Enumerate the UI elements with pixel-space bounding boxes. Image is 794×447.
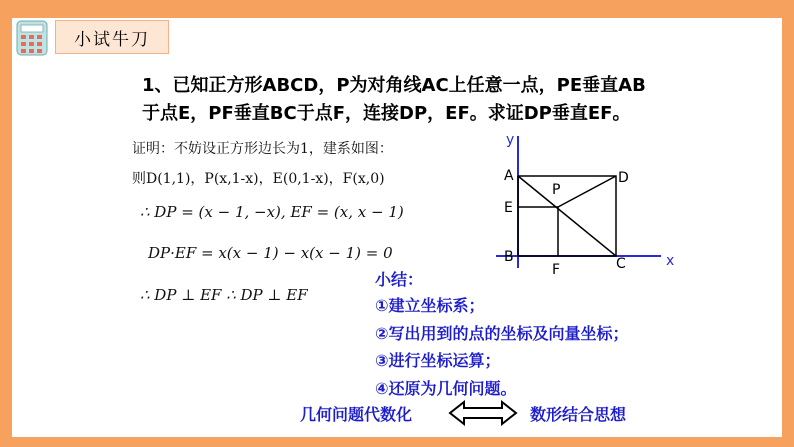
label-y: y	[506, 132, 515, 148]
label-b: B	[504, 249, 514, 265]
proof-equation-1: ∴ DP = (x − 1, −x), EF = (x, x − 1)	[140, 203, 404, 221]
label-e: E	[504, 200, 513, 216]
summary-item-1: ①建立坐标系；	[375, 296, 485, 315]
double-arrow-icon	[448, 400, 518, 426]
frame-left	[0, 0, 12, 447]
summary-item-3: ③进行坐标运算；	[375, 351, 501, 370]
page-title: 小试牛刀	[55, 20, 169, 54]
segment-dp	[558, 176, 616, 207]
label-f: F	[552, 262, 561, 278]
calculator-icon	[16, 20, 48, 56]
label-c: C	[616, 256, 626, 272]
proof-line-2: 则D(1,1)，P(x,1-x)，E(0,1-x)，F(x,0)	[132, 171, 385, 187]
frame-right	[782, 0, 794, 447]
label-d: D	[618, 170, 629, 186]
proof-line-1: 证明：不妨设正方形边长为1，建系如图：	[132, 141, 393, 157]
diagonal-ac	[518, 176, 616, 256]
coordinate-diagram	[496, 128, 686, 278]
summary-item-2: ②写出用到的点的坐标及向量坐标；	[375, 324, 629, 343]
question-text	[142, 72, 702, 128]
question-line-1: 1、已知正方形ABCD，P为对角线AC上任意一点，PE垂直AB	[142, 75, 646, 96]
proof-equation-3: ∴ DP ⊥ EF ∴ DP ⊥ EF	[140, 286, 308, 304]
bottom-left-text: 几何问题代数化	[300, 405, 413, 424]
question-line-2: 于点E，PF垂直BC于点F，连接DP，EF。求证DP垂直EF。	[142, 103, 631, 124]
label-x: x	[666, 253, 675, 269]
frame-bottom	[0, 437, 794, 447]
label-a: A	[504, 168, 514, 184]
proof-equation-2: DP·EF = x(x − 1) − x(x − 1) = 0	[148, 244, 393, 262]
summary-item-4: ④还原为几何问题。	[375, 379, 517, 398]
label-p: P	[552, 182, 561, 198]
summary-heading: 小结：	[375, 270, 424, 289]
frame-top	[0, 0, 794, 18]
bottom-right-text: 数形结合思想	[530, 405, 627, 424]
